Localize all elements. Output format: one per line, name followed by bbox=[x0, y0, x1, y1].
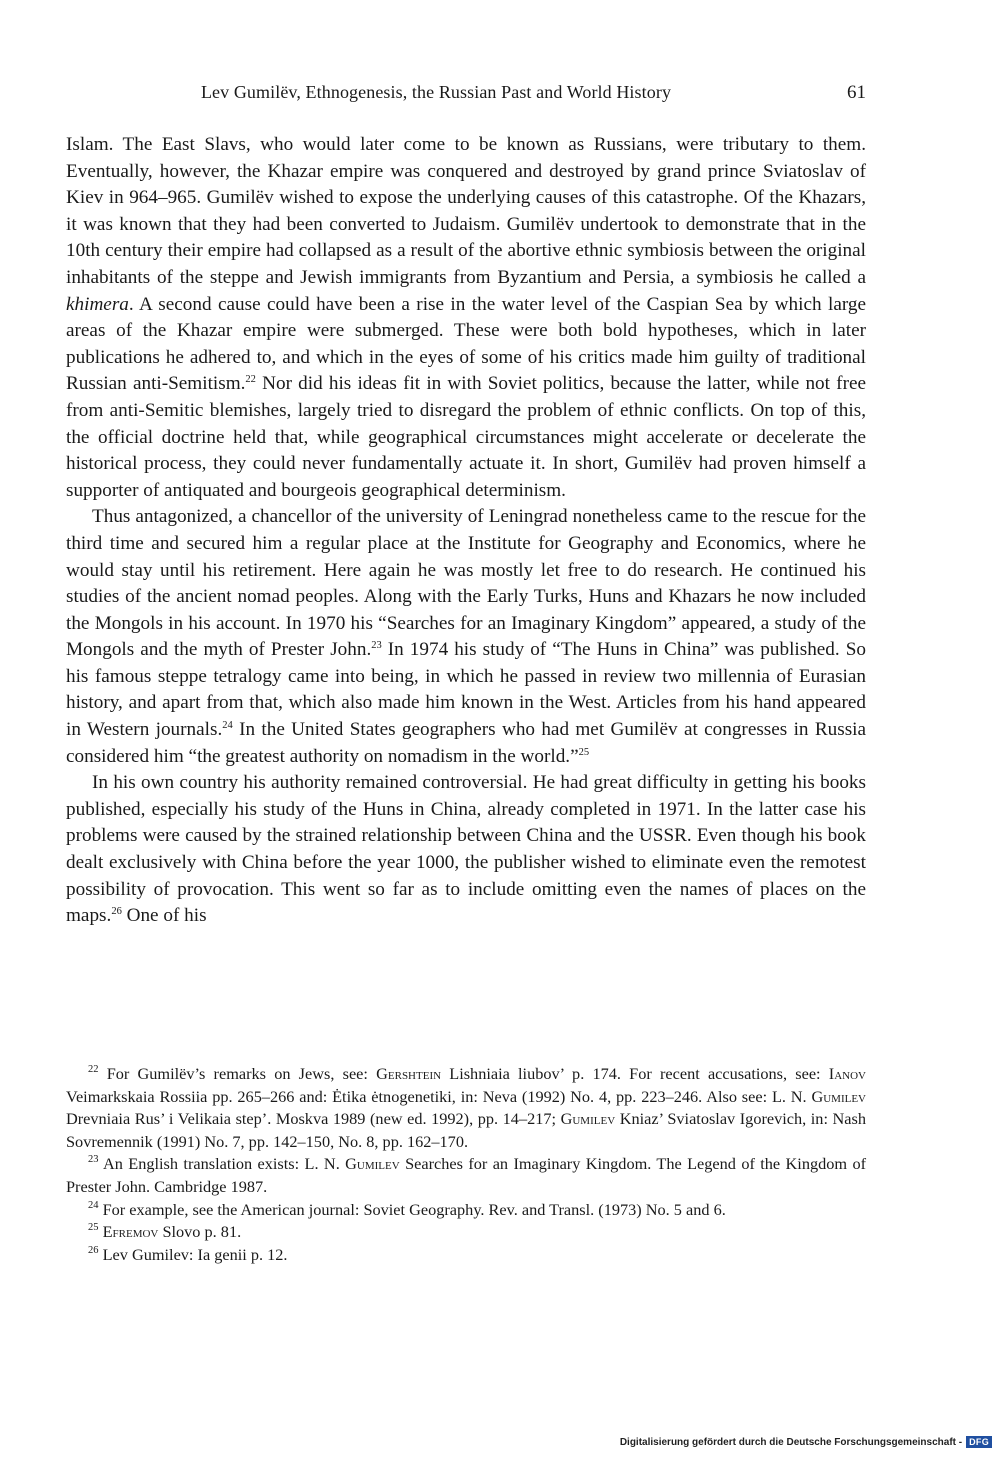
italic-term: khimera bbox=[66, 293, 129, 315]
digitization-notice: Digitalisierung gefördert durch die Deutsche Forschungsgemeinschaft - bbox=[619, 1436, 963, 1448]
footnote-ref: 25 bbox=[578, 746, 590, 758]
text-run: In the United States geographers who had met Gumilëv at congresses in Russia considered him “the greatest authority on nomadism in the world.” bbox=[66, 719, 867, 767]
paragraph bbox=[66, 132, 866, 504]
footnote bbox=[66, 1199, 866, 1222]
text-run: For example, see the American journal: Soviet Geography. Rev. and Transl. (1973) No. 5 and 6. bbox=[102, 1199, 726, 1219]
footnote-number: 22 bbox=[88, 1064, 99, 1075]
footnote bbox=[66, 1221, 866, 1244]
text-run: One of his bbox=[121, 905, 207, 927]
footnote-ref: 26 bbox=[111, 906, 122, 918]
footnote-number: 26 bbox=[88, 1244, 99, 1256]
paragraph bbox=[66, 504, 866, 770]
dfg-logo: DFG bbox=[966, 1436, 992, 1448]
text-run: Lev Gumilev: Ia genii p. 12. bbox=[102, 1244, 288, 1264]
text-run: For Gumilëv’s remarks on Jews, see: bbox=[106, 1064, 377, 1083]
body-text bbox=[66, 132, 866, 930]
author-name: Gumilev bbox=[345, 1154, 400, 1174]
text-run: Islam. The East Slavs, who would later come to be known as Russians, were tributary to them. Eventually, however, the Khazar empire was conquered and destroyed by grand prince Sviatoslav of Kiev in 964–965. Gumilëv wished to expose the underlying causes of this catastrophe. Of the Khazars, it was known that they had been converted to Judaism. Gumilëv undertook to demonstrate that in the 10th century their empire had collapsed as a result of the abortive ethnic symbiosis between the original inhabitants of the steppe and Jewish immigrants from Byzantium and Persia, a symbiosis he called a bbox=[66, 134, 866, 288]
page-number: 61 bbox=[847, 82, 866, 103]
text-run: Drevniaia Rus’ i Velikaia step’. Moskva 1989 (new ed. 1992), pp. 14–217; bbox=[66, 1109, 561, 1129]
paragraph bbox=[66, 770, 866, 930]
footnote-number: 24 bbox=[88, 1199, 99, 1211]
author-name: Gershtein bbox=[376, 1064, 442, 1083]
text-run: . A second cause could have been a rise in the water level of the Caspian Sea by which large areas of the Khazar empire were submerged. These were both bold hypotheses, which in later publications he adhered to, and which in the eyes of some of his critics made him guilty of traditional Russian anti-Semitism. bbox=[66, 293, 866, 395]
text-run: Searches for an Imaginary Kingdom. The Legend of the Kingdom of Prester John. Cambridge 1987. bbox=[66, 1154, 867, 1196]
author-name: Ianov bbox=[828, 1064, 866, 1083]
author-name: Gumilev bbox=[811, 1086, 866, 1106]
text-run: In his own country his authority remained controversial. He had great difficulty in getting his books published, especially his study of the Huns in China, already completed in 1971. In the latter case his problems were caused by the strained relationship between China and the USSR. Even though his book dealt exclusively with China before the year 1000, the publisher wished to eliminate even the remotest possibility of provocation. This went so far as to include omitting even the names of places on the maps. bbox=[66, 772, 866, 927]
text-run: Kniaz’ Sviatoslav Igorevich, in: Nash Sovremennik (1991) No. 7, pp. 142–150, No. 8, pp. 162–170. bbox=[66, 1109, 866, 1151]
footnote-number: 23 bbox=[88, 1154, 99, 1166]
author-name: Efremov bbox=[102, 1222, 159, 1242]
footnote-ref: 24 bbox=[222, 720, 233, 732]
footnote bbox=[66, 1244, 866, 1267]
footnotes bbox=[66, 1063, 866, 1266]
footnote-number: 25 bbox=[88, 1222, 99, 1234]
footnote bbox=[66, 1063, 866, 1153]
footnote-ref: 23 bbox=[371, 640, 382, 652]
text-run: Nor did his ideas fit in with Soviet politics, because the latter, while not free from anti-Semitic blemishes, largely tried to disregard the problem of ethnic conflicts. On top of this, the official doctrine held that, while geographical circumstances might accelerate or decelerate the historical process, they could never fundamentally actuate it. In short, Gumilëv had proven himself a supporter of antiquated and bourgeois geographical determinism. bbox=[66, 373, 866, 501]
text-run: Lishniaia liubov’ p. 174. For recent accusations, see: bbox=[441, 1064, 829, 1083]
text-run: In 1974 his study of “The Huns in China” was published. So his famous steppe tetralogy came into being, in which he passed in review two millennia of Eurasian history, and apart from that, which also made him known in the West. Articles from his hand appeared in Western journals. bbox=[66, 639, 866, 741]
running-title: Lev Gumilëv, Ethnogenesis, the Russian Past and World History bbox=[200, 82, 672, 102]
text-run: Veimarkskaia Rossiia pp. 265–266 and: Ėtika ėtnogenetiki, in: Neva (1992) No. 4, pp. 223–246. Also see: L. N. bbox=[66, 1086, 812, 1106]
footnote bbox=[66, 1153, 866, 1198]
page-header bbox=[66, 82, 866, 110]
digitization-footer bbox=[620, 1435, 992, 1449]
author-name: Gumilev bbox=[560, 1109, 616, 1129]
text-run: Thus antagonized, a chancellor of the university of Leningrad nonetheless came to the rescue for the third time and secured him a regular place at the Institute for Geography and Economics, where he would stay until his retirement. Here again he was mostly let free to do research. He continued his studies of the ancient nomad peoples. Along with the Early Turks, Huns and Khazars he now included the Mongols in his account. In 1970 his “Searches for an Imaginary Kingdom” appeared, a study of the Mongols and the myth of Prester John. bbox=[66, 506, 866, 661]
text-run: Slovo p. 81. bbox=[158, 1222, 242, 1242]
text-run: An English translation exists: L. N. bbox=[103, 1154, 346, 1174]
footnote-ref: 22 bbox=[245, 374, 256, 386]
